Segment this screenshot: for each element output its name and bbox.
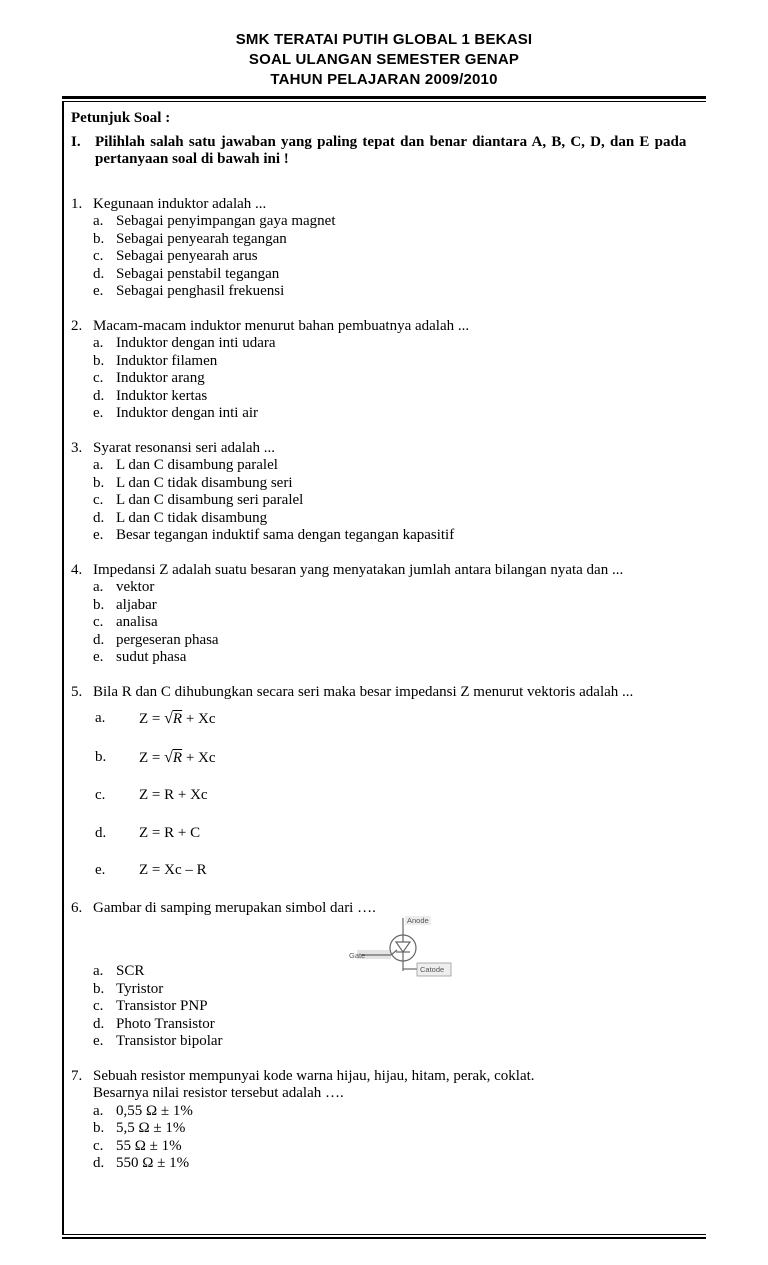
exam-header bbox=[0, 0, 768, 90]
option-letter: c. bbox=[93, 370, 104, 386]
option-text: aljabar bbox=[116, 596, 157, 613]
question-1 bbox=[71, 196, 696, 301]
question-text-line2: Besarnya nilai resistor tersebut adalah …. bbox=[93, 1085, 344, 1101]
formula bbox=[139, 710, 216, 729]
option bbox=[93, 370, 696, 388]
option-letter: d. bbox=[93, 631, 105, 648]
formula-pre: Z = bbox=[139, 749, 165, 766]
option-text: Sebagai penyearah tegangan bbox=[116, 230, 287, 247]
instruction-line2: pertanyaan soal di bawah ini ! bbox=[95, 151, 289, 167]
gate-label: Gate bbox=[349, 950, 366, 960]
exam-title: SOAL ULANGAN SEMESTER GENAP bbox=[248, 51, 520, 68]
option-letter: a. bbox=[93, 579, 104, 595]
options-list bbox=[93, 213, 696, 301]
question-text: Macam-macam induktor menurut bahan pembuatnya adalah ... bbox=[93, 317, 470, 334]
option-letter: a. bbox=[93, 963, 104, 979]
option-letter: c. bbox=[93, 248, 104, 264]
question-text: Impedansi Z adalah suatu besaran yang menyatakan jumlah antara bilangan nyata dan ... bbox=[93, 561, 624, 578]
formula-option bbox=[95, 787, 696, 805]
radicand: R bbox=[172, 749, 183, 766]
question-head bbox=[71, 562, 696, 580]
question-number: 1. bbox=[71, 195, 83, 212]
option-text: L dan C disambung paralel bbox=[116, 457, 278, 473]
formula-pre: Z = R + Xc bbox=[139, 787, 208, 803]
option-text: 550 Ω ± 1% bbox=[116, 1155, 190, 1171]
option-letter: b. bbox=[93, 230, 105, 247]
option bbox=[93, 248, 696, 266]
sqrt-sign: √ bbox=[164, 710, 173, 727]
option-text: Induktor dengan inti udara bbox=[116, 335, 276, 351]
option-letter: b. bbox=[93, 474, 105, 491]
option-text: Sebagai penyimpangan gaya magnet bbox=[116, 213, 336, 229]
option-letter: b. bbox=[95, 748, 107, 765]
question-head bbox=[71, 684, 696, 702]
option bbox=[93, 1120, 696, 1138]
option-text: Besar tegangan induktif sama dengan tegangan kapasitif bbox=[116, 527, 455, 543]
option-text: Sebagai penstabil tegangan bbox=[116, 265, 280, 282]
formula bbox=[139, 825, 200, 843]
question-text: Kegunaan induktor adalah ... bbox=[93, 195, 267, 212]
option bbox=[93, 231, 696, 249]
option-text: sudut phasa bbox=[116, 649, 187, 665]
option-letter: c. bbox=[95, 787, 106, 803]
exam-body bbox=[62, 102, 706, 1234]
option-text: 0,55 Ω ± 1% bbox=[116, 1102, 193, 1119]
question-number: 5. bbox=[71, 683, 83, 700]
option bbox=[93, 405, 696, 423]
option bbox=[93, 213, 696, 231]
option bbox=[93, 998, 696, 1016]
footer-divider bbox=[62, 1234, 706, 1239]
option-letter: e. bbox=[93, 649, 104, 665]
option-letter: e. bbox=[93, 1033, 104, 1049]
option-letter: c. bbox=[93, 1137, 104, 1154]
options-list bbox=[93, 335, 696, 423]
option-letter: b. bbox=[93, 980, 105, 997]
question-text: Sebuah resistor mempunyai kode warna hijau, hijau, hitam, perak, coklat. bbox=[93, 1067, 535, 1084]
option-text: L dan C disambung seri paralel bbox=[116, 492, 304, 508]
formula-post: + Xc bbox=[182, 749, 216, 766]
option-letter: d. bbox=[93, 265, 105, 282]
option-letter: e. bbox=[95, 862, 106, 878]
school-name: SMK TERATAI PUTIH GLOBAL 1 BEKASI bbox=[235, 31, 533, 48]
formula-post: + Xc bbox=[182, 711, 216, 727]
thyristor-triangle bbox=[396, 942, 410, 952]
option-text: SCR bbox=[116, 963, 145, 979]
formula-option bbox=[95, 862, 696, 880]
option-text: L dan C tidak disambung bbox=[116, 509, 268, 526]
option bbox=[93, 1016, 696, 1034]
option-letter: d. bbox=[93, 1015, 105, 1032]
option bbox=[93, 1103, 696, 1121]
formula-option bbox=[95, 825, 696, 843]
question-text: Bila R dan C dihubungkan secara seri maka besar impedansi Z menurut vektoris adalah ... bbox=[93, 683, 634, 700]
option-letter: c. bbox=[93, 614, 104, 630]
option-text: pergeseran phasa bbox=[116, 631, 219, 648]
option bbox=[93, 510, 696, 528]
option bbox=[93, 353, 696, 371]
formula bbox=[139, 862, 207, 880]
scr-symbol-image bbox=[349, 914, 455, 986]
formula-option bbox=[95, 749, 696, 768]
option-letter: d. bbox=[95, 824, 107, 841]
option bbox=[93, 388, 696, 406]
question-number: 7. bbox=[71, 1067, 83, 1084]
question-number: 2. bbox=[71, 317, 83, 334]
formula bbox=[139, 787, 208, 805]
option-letter: a. bbox=[93, 457, 104, 473]
question-head bbox=[71, 196, 696, 214]
option-letter: d. bbox=[93, 509, 105, 526]
question-3 bbox=[71, 440, 696, 545]
option bbox=[93, 579, 696, 597]
option-letter: a. bbox=[95, 710, 106, 726]
option bbox=[93, 614, 696, 632]
exam-year: TAHUN PELAJARAN 2009/2010 bbox=[270, 71, 498, 88]
option-letter: e. bbox=[93, 405, 104, 421]
question-5 bbox=[71, 684, 696, 880]
option-letter: a. bbox=[93, 335, 104, 351]
radicand: R bbox=[172, 711, 183, 727]
option-text: Transistor bipolar bbox=[116, 1033, 223, 1049]
option-letter: a. bbox=[93, 213, 104, 229]
question-text: Gambar di samping merupakan simbol dari …. bbox=[93, 899, 376, 916]
question-number: 4. bbox=[71, 561, 83, 578]
anode-label: Anode bbox=[407, 915, 429, 925]
question-text: Syarat resonansi seri adalah ... bbox=[93, 439, 276, 456]
question-6 bbox=[71, 900, 696, 1051]
option bbox=[93, 475, 696, 493]
question-4 bbox=[71, 562, 696, 667]
option-text: Sebagai penyearah arus bbox=[116, 248, 258, 264]
option-letter: c. bbox=[93, 492, 104, 508]
option-text: Induktor dengan inti air bbox=[116, 405, 259, 421]
option-text: Induktor kertas bbox=[116, 387, 208, 404]
option bbox=[93, 597, 696, 615]
option bbox=[93, 1138, 696, 1156]
option-text: Photo Transistor bbox=[116, 1015, 215, 1032]
option-letter: d. bbox=[93, 1155, 105, 1171]
question-number: 6. bbox=[71, 899, 83, 916]
option-letter: b. bbox=[93, 352, 105, 369]
cathode-label: Catode bbox=[420, 964, 445, 974]
options-list bbox=[93, 1103, 696, 1173]
option-text: Induktor arang bbox=[116, 370, 205, 386]
option-letter: c. bbox=[93, 998, 104, 1014]
option-text: vektor bbox=[116, 579, 155, 595]
formula-pre: Z = R + C bbox=[139, 824, 201, 841]
option bbox=[93, 527, 696, 545]
question-head bbox=[71, 1068, 696, 1086]
option-letter: e. bbox=[93, 283, 104, 299]
option bbox=[93, 492, 696, 510]
formula bbox=[139, 749, 216, 768]
option-letter: b. bbox=[93, 1120, 105, 1136]
option bbox=[93, 632, 696, 650]
instructions-label: Petunjuk Soal : bbox=[71, 110, 171, 126]
option-text: L dan C tidak disambung seri bbox=[116, 474, 293, 491]
instruction-line1: Pilihlah salah satu jawaban yang paling tepat dan benar diantara A, B, C, D, dan E pada bbox=[95, 133, 687, 150]
formula-options-list bbox=[95, 710, 696, 880]
options-list bbox=[93, 457, 696, 545]
sqrt-sign: √ bbox=[164, 748, 173, 766]
option-text: Induktor filamen bbox=[116, 352, 218, 369]
option bbox=[93, 1155, 696, 1173]
formula-pre: Z = bbox=[139, 711, 165, 727]
option-text: 5,5 Ω ± 1% bbox=[116, 1120, 186, 1136]
options-list bbox=[93, 579, 696, 667]
option-text: 55 Ω ± 1% bbox=[116, 1137, 182, 1154]
instruction-roman-numeral: I. bbox=[71, 133, 81, 150]
formula-option bbox=[95, 710, 696, 729]
option-text: analisa bbox=[116, 614, 158, 630]
option bbox=[93, 457, 696, 475]
option-letter: d. bbox=[93, 387, 105, 404]
question-number: 3. bbox=[71, 439, 83, 456]
question-2 bbox=[71, 318, 696, 423]
option bbox=[93, 335, 696, 353]
question-head bbox=[71, 440, 696, 458]
option-letter: b. bbox=[93, 596, 105, 613]
option bbox=[93, 1033, 696, 1051]
formula-pre: Z = Xc – R bbox=[139, 862, 207, 878]
option bbox=[93, 266, 696, 284]
option-letter: e. bbox=[93, 527, 104, 543]
option bbox=[93, 649, 696, 667]
option-text: Sebagai penghasil frekuensi bbox=[116, 283, 285, 299]
option bbox=[93, 283, 696, 301]
instructions bbox=[71, 134, 696, 169]
question-head bbox=[71, 318, 696, 336]
instruction-text bbox=[95, 134, 686, 169]
question-7 bbox=[71, 1068, 696, 1173]
option-text: Transistor PNP bbox=[116, 998, 208, 1014]
option-text: Tyristor bbox=[116, 980, 164, 997]
option-letter: a. bbox=[93, 1102, 104, 1119]
